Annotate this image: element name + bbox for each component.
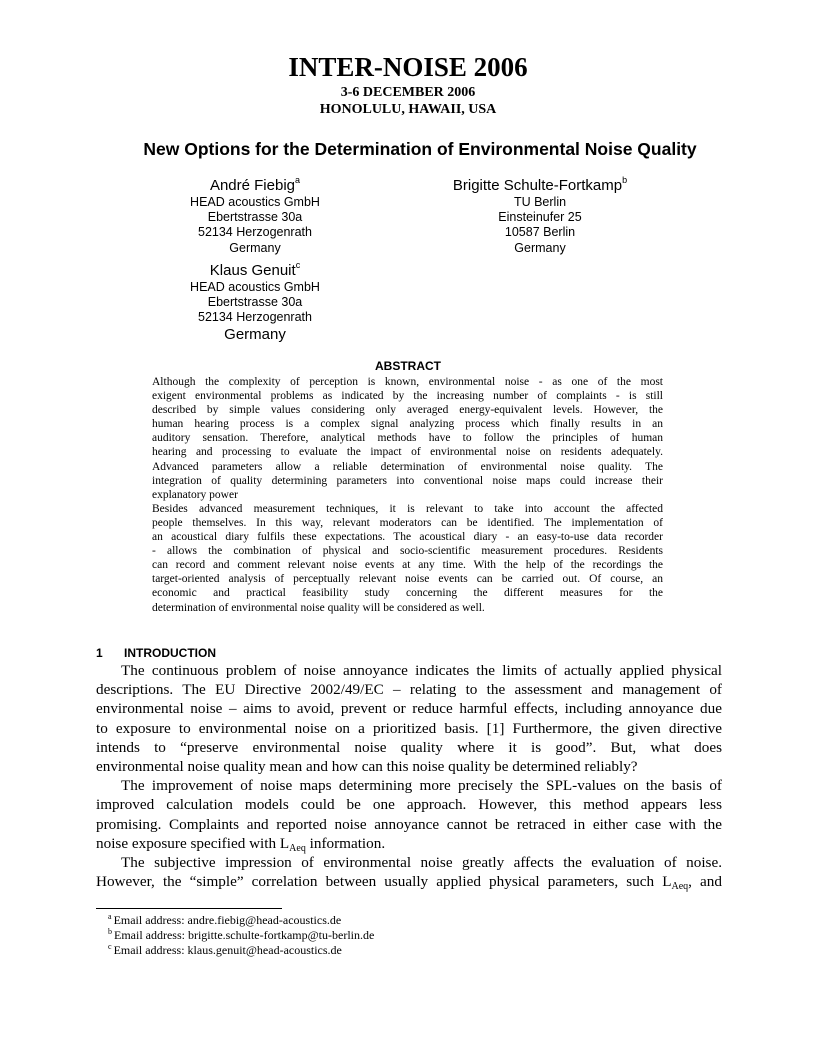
author-affiliation: 52134 Herzogenrath [198,310,312,325]
text-line: environmental noise – aims to avoid, prevent or reduce harmful effects, including annoyance due [96,700,722,718]
subscript: Aeq [671,881,689,893]
author-name: Brigitte Schulte-Fortkamp$^b$ [452,175,628,194]
text-line: integration of quality determining parameters into conventional noise maps could increase their [152,474,663,487]
paper-title: New Options for the Determination of Environmental Noise Quality [143,139,697,159]
text-line: The continuous problem of noise annoyance indicates the limits of actually applied physical [121,662,722,679]
footnote-marker: c [295,260,301,270]
author-affiliation: TU Berlin [513,195,567,209]
text-line: to exposure to environmental noise on a prioritized basis. [1] Furthermore, the given directive [96,719,722,737]
text-line: Advanced parameters allow a reliable determination of environmental noise quality. The [152,460,663,473]
section-title: INTRODUCTION [124,646,216,660]
author-name: Klaus Genuit$^c$ [209,260,301,279]
body-paragraph [96,853,722,891]
author-affiliation: Ebertstrasse 30a [207,295,303,310]
text-line: improved calculation models could be one approach. However, this method appears less [96,796,722,814]
text-line: However, the “simple” correlation between usually applied physical parameters, such $L_{Aeq}$, and [96,873,722,893]
text-line: an acoustical diary fulfils these expectations. The acoustical diary - an easy-to-use data recorder [152,531,663,544]
text-line: exigent environmental problems as indicated by the increasing number of complaints - is still [152,390,663,403]
conference-title: INTER-NOISE 2006 [288,52,528,82]
author-affiliation: Einsteinufer 25 [498,210,582,225]
text-line: promising. Complaints and reported noise annoyance cannot be retraced in either case with the [96,815,722,833]
author-block-schulte-fortkamp [420,177,660,256]
author-block-genuit [150,262,360,344]
text-line: descriptions. The EU Directive 2002/49/EC – relating to the assessment and management of [96,681,722,699]
body-text [96,661,722,891]
text-line: environmental noise quality mean and how can this noise quality be determined reliably? [96,758,638,776]
text-line: people themselves. In this way, relevant moderators can be identified. The implementation of [152,516,663,529]
text-line: described by simple values considering only averaged energy-equivalent levels. However, the [152,404,663,417]
abstract-paragraph [152,502,663,615]
footnote-marker: a [108,912,112,921]
text-line: noise exposure specified with $L_{Aeq}$ information. [96,834,386,854]
footnote: $^a$ Email address: andre.fiebig@head-acoustics.de [108,912,342,927]
abstract-text [152,375,663,615]
text-line: Besides advanced measurement techniques, it is relevant to take into account the affected [152,502,663,515]
text-line: target-oriented analysis of perceptually relevant noise events can be carried out. Of course, an [152,573,663,586]
footnote-marker: b [622,175,628,185]
section-heading [96,646,216,661]
text-line: economic and practical feasibility study concerning the different measures for the [152,587,663,600]
abstract-heading: ABSTRACT [375,359,441,373]
footnote-marker: a [295,175,301,185]
conference-dates: 3-6 DECEMBER 2006 [340,85,476,100]
body-paragraph [96,776,722,853]
text-line: human hearing process is a complex signal analyzing process which finally results in an [152,418,663,431]
author-name: André Fiebig$^a$ [209,175,301,194]
text-line: explanatory power [152,488,238,501]
footnote-marker: c [108,942,112,952]
author-affiliation: Germany [229,240,281,255]
footnotes [108,913,374,959]
footnote-marker: b [108,927,112,937]
body-paragraph [96,661,722,776]
footnote: $^b$ Email address: brigitte.schulte-fortkamp@tu-berlin.de [108,927,375,943]
text-line: - allows the combination of physical and socio-scientific measurement procedures. Residents [152,545,663,558]
author-affiliation: Germany [224,325,286,343]
footnote-divider [96,908,282,909]
author-affiliation: 52134 Herzogenrath [198,225,312,240]
text-line: can record and comment relevant noise events at any time. With the help of the recordings the [152,559,663,572]
author-affiliation: Germany [514,240,566,255]
text-line: Although the complexity of perception is known, environmental noise - as one of the most [152,376,663,388]
text-line: hearing and processing to evaluate the impact of environmental noise on residents adequately. [152,446,663,459]
text-line: The improvement of noise maps determining more precisely the SPL-values on the basis of [121,777,722,795]
conference-location: HONOLULU, HAWAII, USA [319,102,497,117]
text-line: intends to “preserve environmental noise quality where it is good”. But, what does [96,738,722,756]
author-block-fiebig [150,177,360,256]
abstract-paragraph [152,375,663,502]
author-affiliation: HEAD acoustics GmbH [190,280,320,294]
section-number: 1 [96,646,103,660]
text-line: determination of environmental noise quality will be considered as well. [152,601,485,614]
text-line: auditory sensation. Therefore, analytical methods have to follow the principles of human [152,432,663,445]
footnote: $^c$ Email address: klaus.genuit@head-acoustics.de [108,942,342,958]
subscript: Aeq [289,842,306,854]
author-affiliation: Ebertstrasse 30a [207,210,303,225]
author-affiliation: 10587 Berlin [504,225,576,240]
text-line: The subjective impression of environmental noise greatly affects the evaluation of noise. [121,854,722,872]
author-affiliation: HEAD acoustics GmbH [190,195,320,209]
